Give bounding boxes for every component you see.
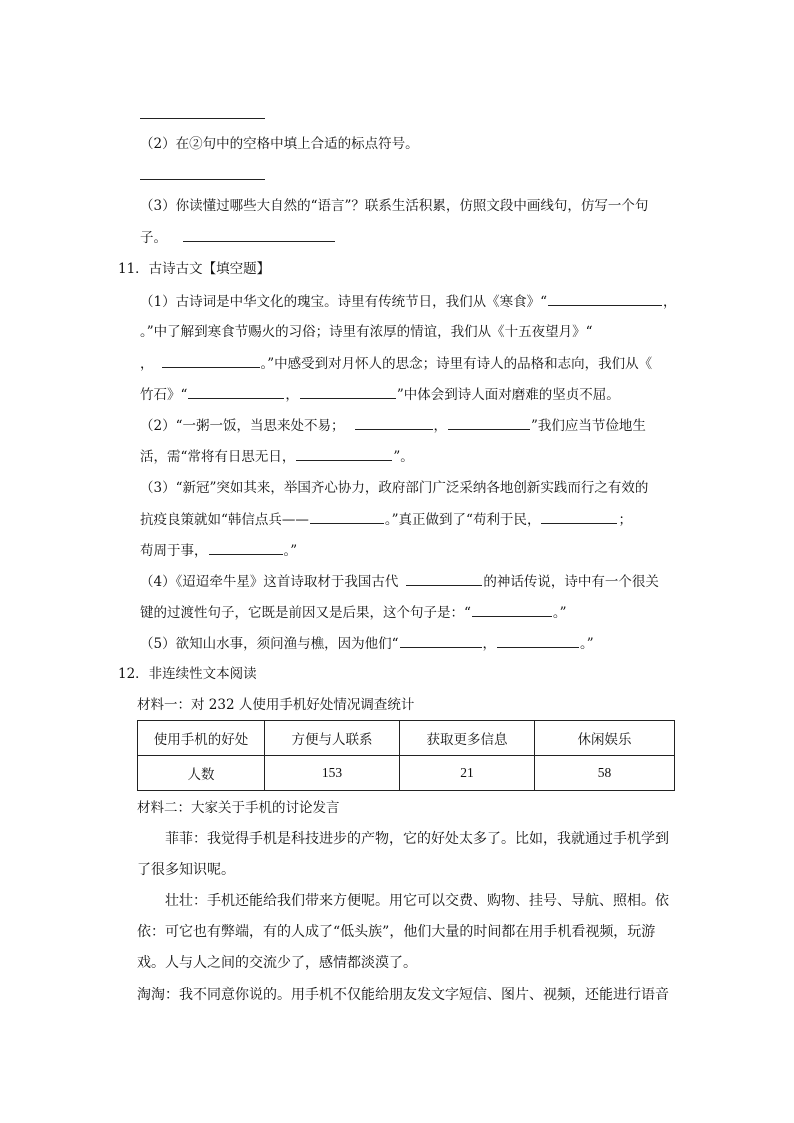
fill-blank [472, 602, 552, 617]
q11-s1-line4 [140, 384, 620, 405]
q11-s2-line2 [140, 446, 414, 467]
q12-material2-label: 材料二：大家关于手机的讨论发言 [137, 800, 340, 816]
fill-blank [209, 540, 283, 555]
q11-s1-text: ， [140, 356, 154, 372]
q10-sub3-text: 子。 [140, 230, 167, 246]
q12-paragraph: 淘淘：我不同意你说的。用手机不仅能给朋友发文字短信、图片、视频，还能进行语音 [137, 987, 669, 1003]
fill-blank [497, 633, 579, 648]
q11-s1-text: （1）古诗词是中华文化的瑰宝。诗里有传统节日，我们从《寒食》“ [140, 294, 547, 310]
q12-material1-label: 材料一：对 232 人使用手机好处情况调查统计 [137, 697, 415, 713]
q11-s4-line1 [140, 571, 659, 592]
q11-s1-text: 竹石》“ [140, 387, 188, 403]
table-header-cell: 使用手机的好处 [138, 721, 265, 756]
fill-blank [400, 633, 482, 648]
q10-sub2: （2）在②句中的空格中填上合适的标点符号。 [140, 136, 419, 152]
q11-s3-line2 [140, 509, 632, 530]
fill-blank [162, 353, 260, 368]
q11-s2-text: ”。 [393, 449, 414, 465]
q12-paragraph: 依：可它也有弊端，有的人成了“低头族”，他们大量的时间都在用手机看视频，玩游 [137, 924, 656, 940]
table-header-row [138, 721, 675, 756]
q12-paragraph: 菲菲：我觉得手机是科技进步的产物，它的好处太多了。比如，我就通过手机学到 [165, 831, 669, 847]
q11-s1-text: ”中体会到诗人面对磨难的坚贞不屈。 [396, 387, 620, 403]
fill-blank [355, 415, 433, 430]
fill-blank [448, 415, 530, 430]
q11-s3-text: 。”真正做到了“苟利于民， [384, 512, 541, 528]
table-header-cell: 休闲娱乐 [535, 721, 675, 756]
q11-s3-text: 苟周于事， [140, 543, 208, 559]
q11-s2-text: ”我们应当节俭地生 [531, 418, 646, 434]
table-cell: 21 [400, 756, 535, 791]
q11-s4-text: 。” [552, 605, 567, 621]
q12-title: 12．非连续性文本阅读 [118, 666, 257, 682]
survey-table [137, 720, 675, 791]
table-row [138, 756, 675, 791]
fill-blank [296, 446, 392, 461]
q11-s1-line3 [140, 353, 652, 374]
table-cell: 58 [535, 756, 675, 791]
q12-paragraph: 戏。人与人之间的交流少了，感情都淡漠了。 [137, 955, 417, 971]
fill-blank [183, 227, 335, 242]
q11-s2-line1 [140, 415, 646, 436]
q11-s4-text: 键的过渡性句子，它既是前因又是后果，这个句子是：“ [140, 605, 471, 621]
q11-s2-text: ， [433, 418, 447, 434]
q11-s4-line2 [140, 602, 567, 623]
q11-s4-text: （4）《迢迢牵牛星》这首诗取材于我国古代 [140, 574, 399, 590]
fill-blank [310, 509, 384, 524]
q11-s5-line1 [140, 633, 594, 654]
q11-s4-text: 的神话传说，诗中有一个很关 [483, 574, 659, 590]
q11-s3-text: 抗疫良策就如“韩信点兵—— [140, 512, 309, 528]
fill-blank [300, 384, 396, 399]
q11-s1-line2: 。”中了解到寒食节赐火的习俗；诗里有浓厚的情谊，我们从《十五夜望月》“ [140, 324, 593, 340]
q11-s1-text: 。”中感受到对月怀人的思念；诗里有诗人的品格和志向，我们从《 [260, 356, 653, 372]
q11-s2-text: （2）“一粥一饭，当思来处不易； [140, 418, 345, 434]
q11-s1-line1 [140, 291, 677, 312]
q12-paragraph: 了很多知识呢。 [137, 862, 235, 878]
fill-blank [541, 509, 617, 524]
table-cell: 人数 [138, 756, 265, 791]
fill-blank [406, 571, 482, 586]
q10-sub3-line2 [140, 227, 336, 248]
q11-s3-text: ； [618, 512, 632, 528]
q11-s1-text: ， [663, 294, 677, 310]
table-header-cell: 方便与人联系 [265, 721, 400, 756]
q11-s5-text: 。” [580, 636, 594, 652]
q11-s2-text: 活，需“常将有日思无日， [140, 449, 296, 465]
q11-s3-line3 [140, 540, 297, 561]
q11-title: 11．古诗古文【填空题】 [118, 261, 271, 277]
answer-line-1 [140, 118, 265, 119]
q11-s3-text: 。” [283, 543, 298, 559]
q10-sub3-line1: （3）你读懂过哪些大自然的“语言”？联系生活积累，仿照文段中画线句，仿写一个句 [140, 198, 649, 214]
q11-s5-text: ， [482, 636, 496, 652]
q12-paragraph: 壮壮：手机还能给我们带来方便呢。用它可以交费、购物、挂号、导航、照相。依 [165, 893, 669, 909]
answer-line-2 [140, 179, 265, 180]
table-header-cell: 获取更多信息 [400, 721, 535, 756]
q11-s1-text: ， [285, 387, 299, 403]
fill-blank [188, 384, 284, 399]
table-cell: 153 [265, 756, 400, 791]
fill-blank [548, 291, 662, 306]
q11-s5-text: （5）欲知山水事，须问渔与樵，因为他们“ [140, 636, 399, 652]
q11-s3-line1: （3）“新冠”突如其来，举国齐心协力，政府部门广泛采纳各地创新实践而行之有效的 [140, 480, 649, 496]
